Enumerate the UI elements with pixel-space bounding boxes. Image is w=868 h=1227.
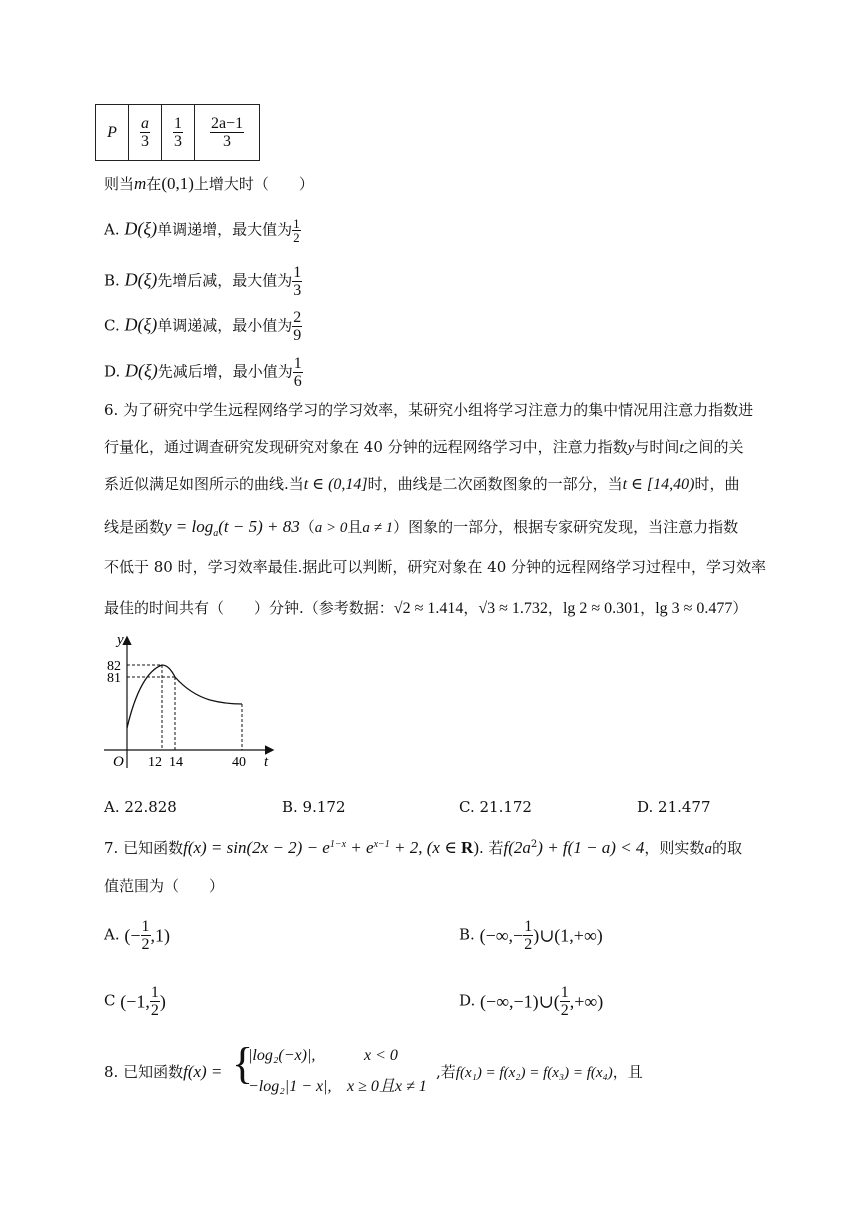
curve-log <box>175 677 242 704</box>
q6-option-c: C. 21.172 <box>459 798 532 816</box>
y-tick-81: 81 <box>107 671 121 686</box>
q8-case-2-cond: x ≥ 0且x ≠ 1 <box>347 1078 427 1095</box>
table-cell: $\frac{2a-1}{3}$ <box>195 105 260 161</box>
q6-option-b: B. 9.172 <box>282 798 346 816</box>
y-tick-82: 82 <box>107 659 121 674</box>
piecewise-brace: { <box>232 1039 254 1088</box>
x-tick-14: 14 <box>169 755 183 770</box>
x-axis-label: t <box>264 754 269 770</box>
q6-line-2: 行量化，通过调查研究发现研究对象在 40 分钟的远程网络学习中，注意力指数y与时间t之间的关 <box>104 438 744 456</box>
q5-option-a: A. D(ξ)单调递增，最大值为 $\frac{1}{2}$ <box>104 216 300 245</box>
q6-line-6: 最佳的时间共有（ ）分钟.（参考数据：√2 ≈ 1.414，√3 ≈ 1.732，lg 2 ≈ 0.301，lg 3 ≈ 0.477） <box>104 599 748 617</box>
distribution-table <box>95 104 260 161</box>
q5-option-c: C. D(ξ)单调递减，最小值为 $\frac{2}{9}$ <box>104 309 302 344</box>
q8-case-1-cond: x < 0 <box>364 1047 398 1064</box>
q8-case-1: |log₂(−x)|, <box>248 1047 316 1064</box>
q8-case-2: −log₂|1 − x|, <box>248 1078 332 1095</box>
table-cell: $\frac{a}{3}$ <box>129 105 162 161</box>
q6-line-5: 不低于 80 时，学习效率最佳.据此可以判断，研究对象在 40 分钟的远程网络学习过程中，学习效率 <box>104 558 767 576</box>
x-tick-12: 12 <box>148 755 162 770</box>
attention-graph <box>100 628 290 780</box>
q6-line-1: 6. 为了研究中学生远程网络学习的学习效率，某研究小组将学习注意力的集中情况用注意力指数进 <box>104 401 754 419</box>
q5-stem: 则当m在(0,1)上增大时（ ） <box>104 174 314 193</box>
q6-line-4: 线是函数$y = \log_a(t - 5) + 83(a > 0$且a ≠ 1）图象的一部分，根据专家研究发现，当注意力指数 <box>104 517 739 539</box>
q7-option-b: B. (−∞,− $\frac{1}{2}$ )∪(1,+∞) <box>459 918 603 953</box>
origin-label: O <box>113 754 124 770</box>
table-row-label: P <box>96 105 129 161</box>
x-tick-40: 40 <box>232 755 246 770</box>
q7-option-d: D. (−∞,−1)∪( $\frac{1}{2}$ ,+∞) <box>459 984 604 1019</box>
curve-quadratic <box>127 665 175 728</box>
q6-line-3: 系近似满足如图所示的曲线.当t ∈ (0,14]时，曲线是二次函数图象的一部分，当t ∈ [14,40)时，曲 <box>104 475 740 493</box>
q5-option-d: D. D(ξ)先减后增，最小值为 $\frac{1}{6}$ <box>104 355 302 390</box>
q7-option-c: C (−1, $\frac{1}{2}$ ) <box>104 984 166 1019</box>
y-axis-label: y <box>117 632 124 648</box>
q8-condition: ,若f(x₁) = f(x₂) = f(x₃) = f(x₄)，且 <box>436 1063 643 1081</box>
q7-stem: 7. 已知函数$f(x) = \sin(2x - 2) - e^{1-x} + e^{x-1} + 2$, (x ∈ R). 若$f(2a^2) + f(1 - a) < 4$，则实数a的取 <box>104 838 742 857</box>
q6-option-a: A. 22.828 <box>104 798 177 816</box>
q7-stem-line-2: 值范围为（ ） <box>104 877 225 895</box>
q5-option-b: B. D(ξ)先增后减，最大值为 $\frac{1}{3}$ <box>104 264 302 299</box>
q6-option-d: D. 21.477 <box>637 798 711 816</box>
q8-prefix: 8. 已知函数f(x) = <box>104 1062 223 1081</box>
table-cell: $\frac{1}{3}$ <box>162 105 195 161</box>
q7-option-a: A. (− $\frac{1}{2}$ ,1) <box>104 918 171 953</box>
